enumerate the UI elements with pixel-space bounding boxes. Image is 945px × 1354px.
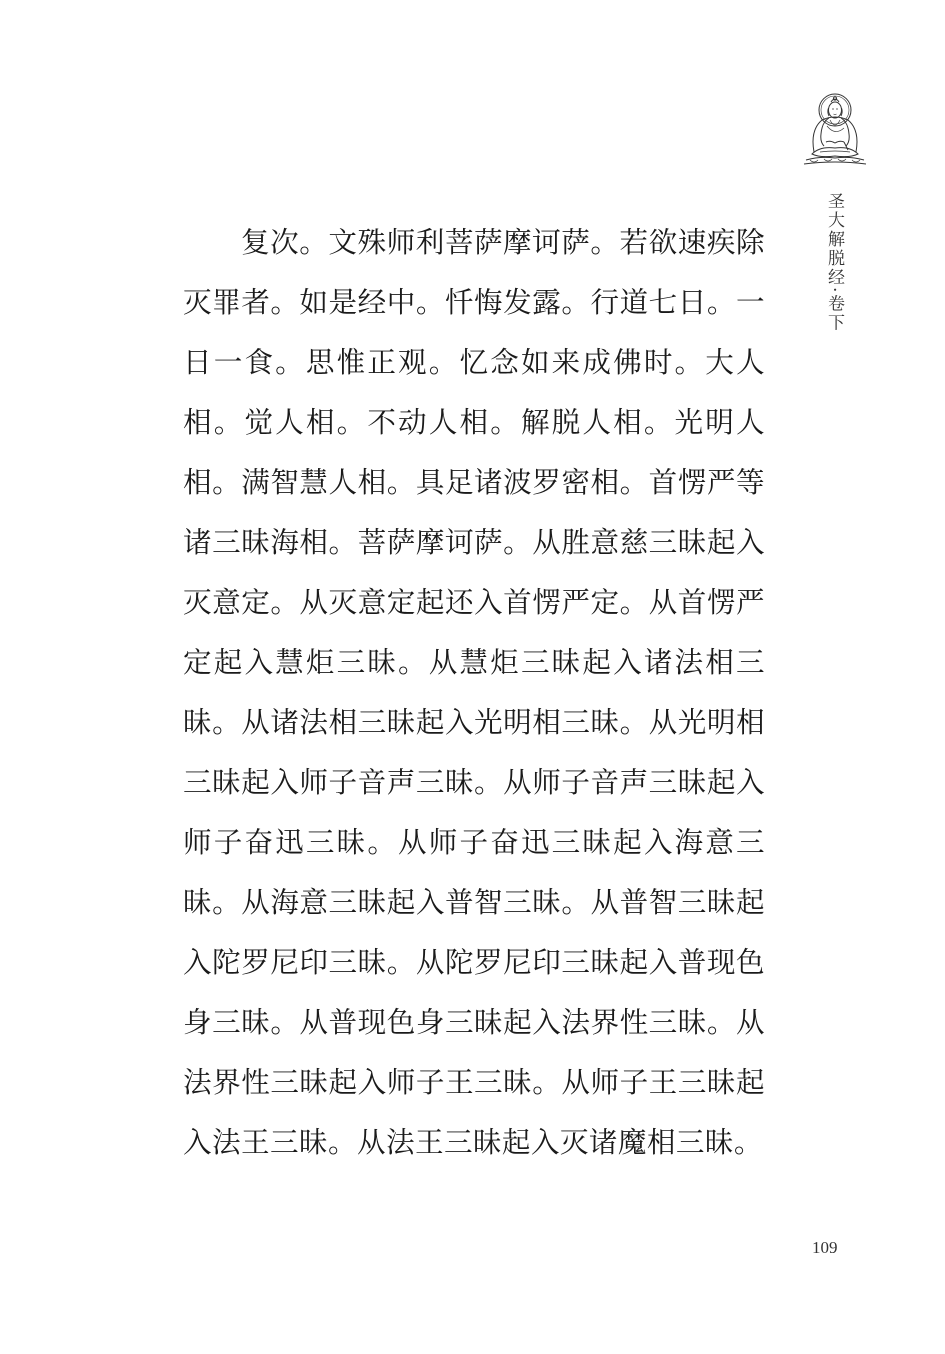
page-number: 109 <box>812 1238 838 1257</box>
body-paragraph: 复次。文殊师利菩萨摩诃萨。若欲速疾除灭罪者。如是经中。忏悔发露。行道七日。一日一食。思惟正观。忆念如来成佛时。大人相。觉人相。不动人相。解脱人相。光明人相。满智慧人相。具足诸波罗密相。首愣严等诸三昧海相。菩萨摩诃萨。从胜意慈三昧起入灭意定。从灭意定起还入首愣严定。从首愣严定起入慧炬三昧。从慧炬三昧起入诸法相三昧。从诸法相三昧起入光明相三昧。从光明相三昧起入师子音声三昧。从师子音声三昧起入师子奋迅三昧。从师子奋迅三昧起入海意三昧。从海意三昧起入普智三昧。从普智三昧起入陀罗尼印三昧。从陀罗尼印三昧起入普现色身三昧。从普现色身三昧起入法界性三昧。从法界性三昧起入师子王三昧。从师子王三昧起入法王三昧。从法王三昧起入灭诸魔相三昧。 <box>183 225 765 1159</box>
running-title: 圣大解脱经·卷下 <box>824 192 844 333</box>
seated-buddha-icon <box>800 90 870 166</box>
